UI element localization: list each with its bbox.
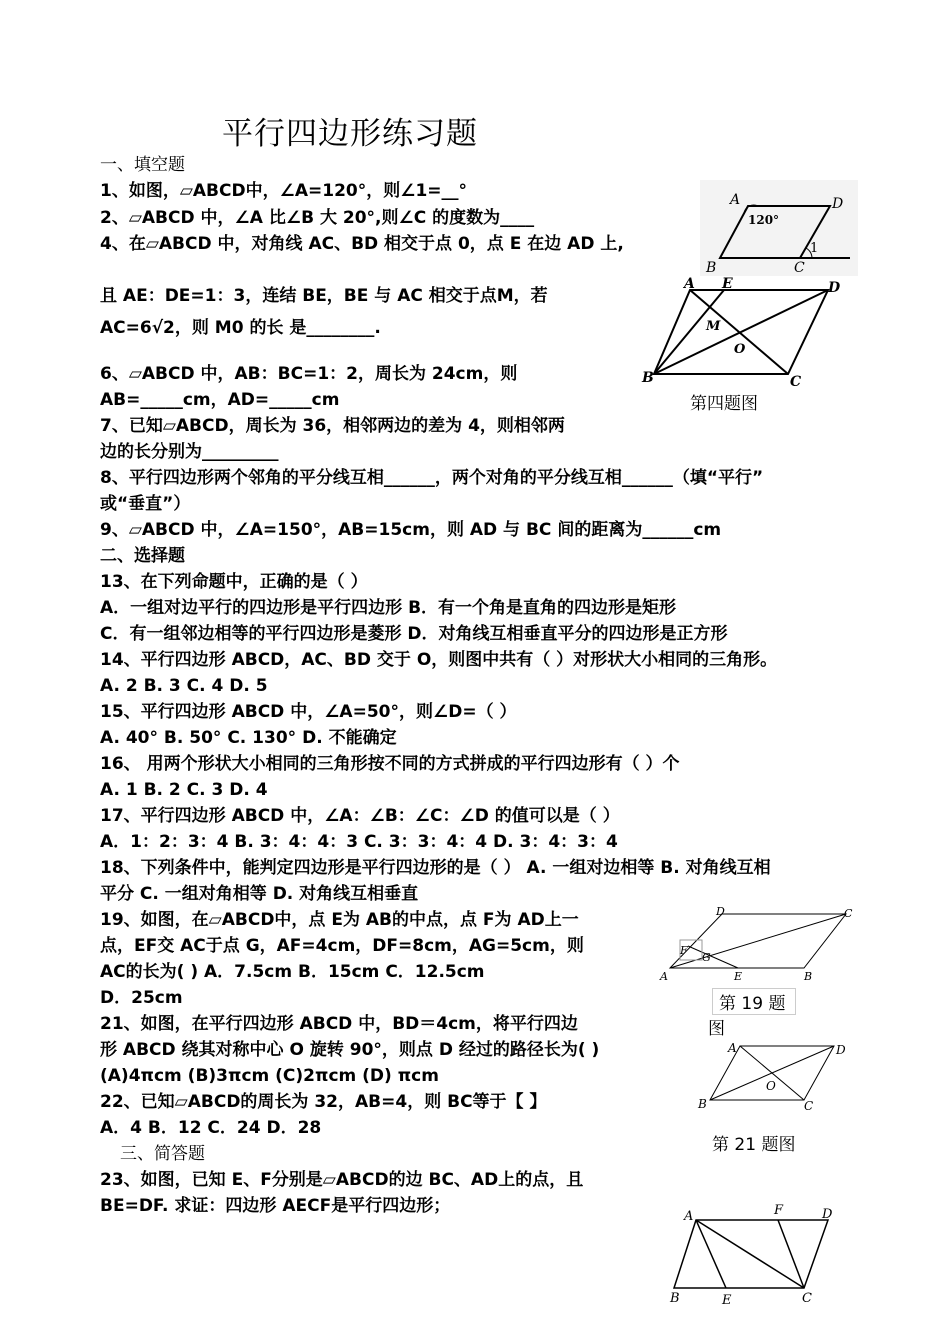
- figure-q4-parallelogram: [640, 276, 850, 390]
- figure-q19-caption: 第 19 题: [712, 988, 796, 1015]
- question-13: 13、在下列命题中，正确的是（ ）: [100, 572, 368, 592]
- figure-q23-label-a: A: [684, 1209, 694, 1224]
- section-choice: 二、选择题: [100, 546, 185, 566]
- figure-q23-label-d: D: [822, 1207, 833, 1222]
- figure-q4-label-a: A: [684, 276, 695, 292]
- figure-q23-label-c: C: [802, 1291, 812, 1306]
- question-19-line-3: AC的长为( ) A．7.5cm B．15cm C．12.5cm: [100, 962, 485, 982]
- question-21-line-1: 21、如图，在平行四边形 ABCD 中，BD＝4cm，将平行四边: [100, 1014, 578, 1034]
- figure-q21-label-o: O: [766, 1079, 776, 1093]
- figure-q1-label-d: D: [832, 196, 844, 212]
- question-19-line-2: 点，EF交 AC于点 G，AF=4cm，DF=8cm，AG=5cm，则: [100, 936, 584, 956]
- question-18-line-1: 18、下列条件中，能判定四边形是平行四边形的是（ ） A. 一组对边相等 B. 对角线互相: [100, 858, 771, 878]
- question-16: 16、 用两个形状大小相同的三角形按不同的方式拼成的平行四边形有（ ）个: [100, 754, 680, 774]
- question-19-line-1: 19、如图，在▱ABCD中，点 E为 AB的中点，点 F为 AD上一: [100, 910, 579, 930]
- question-15: 15、平行四边形 ABCD 中，∠A=50°，则∠D=（ ）: [100, 702, 517, 722]
- question-4-line-1: 4、在▱ABCD 中，对角线 AC、BD 相交于点 0，点 E 在边 AD 上,: [100, 234, 624, 254]
- figure-q19-label-b: B: [804, 970, 813, 983]
- figure-q4-label-e: E: [722, 276, 733, 292]
- figure-q4-label-d: D: [828, 280, 841, 296]
- figure-q1-background: [700, 180, 858, 276]
- question-16-options: A. 1 B. 2 C. 3 D. 4: [100, 780, 268, 800]
- figure-q1-angle-value: 120°: [748, 213, 780, 227]
- question-14-options: A. 2 B. 3 C. 4 D. 5: [100, 676, 268, 696]
- figure-q23-label-f: F: [774, 1203, 784, 1218]
- figure-q4-label-o: O: [734, 342, 746, 357]
- question-18-line-2: 平分 C. 一组对角相等 D. 对角线互相垂直: [100, 884, 419, 904]
- question-9: 9、▱ABCD 中，∠A=150°，AB=15cm，则 AD 与 BC 间的距离为______cm: [100, 520, 722, 540]
- question-17-options: A．1：2：3：4 B. 3：4：4：3 C. 3：3：4：4 D. 3：4：3：4: [100, 832, 618, 852]
- figure-q4-caption: 第四题图: [690, 394, 758, 414]
- figure-q21-caption: 第 21 题图: [712, 1135, 796, 1155]
- figure-q21-label-b: B: [698, 1097, 707, 1111]
- figure-q1-label-b: B: [706, 260, 717, 276]
- figure-q19-parallelogram: [660, 906, 860, 982]
- figure-q4-diagonal-bd: [654, 290, 828, 374]
- section-fill-in: 一、填空题: [100, 155, 185, 175]
- figure-q19-label-e: E: [734, 970, 743, 983]
- question-13-options-cd: C．有一组邻边相等的平行四边形是菱形 D．对角线互相垂直平分的四边形是正方形: [100, 624, 728, 644]
- figure-q4-label-m: M: [706, 319, 721, 334]
- figure-q23-label-e: E: [722, 1293, 732, 1308]
- question-14: 14、平行四边形 ABCD，AC、BD 交于 O，则图中共有（ ）对形状大小相同的三角形。: [100, 650, 778, 670]
- question-23-line-1: 23、如图，已知 E、F分别是▱ABCD的边 BC、AD上的点，且: [100, 1170, 584, 1190]
- question-13-options-ab: A．一组对边平行的四边形是平行四边形 B．有一个角是直角的四边形是矩形: [100, 598, 677, 618]
- question-7-line-1: 7、已知▱ABCD，周长为 36，相邻两边的差为 4，则相邻两: [100, 416, 565, 436]
- figure-q4-label-c: C: [790, 374, 802, 390]
- figure-q21-label-c: C: [804, 1099, 814, 1113]
- question-17: 17、平行四边形 ABCD 中，∠A：∠B：∠C：∠D 的值可以是（ ）: [100, 806, 620, 826]
- figure-q21-parallelogram: [694, 1038, 854, 1116]
- question-7-line-2: 边的长分别为_________: [100, 442, 279, 462]
- figure-q1-angle1-label: 1: [810, 241, 819, 256]
- figure-q23-segment-cf: [778, 1220, 804, 1288]
- figure-q1-parallelogram: [700, 180, 858, 276]
- figure-q21-label-a: A: [728, 1041, 737, 1055]
- figure-q19-label-g: G: [702, 951, 711, 964]
- question-4-line-2: 且 AE：DE=1：3，连结 BE，BE 与 AC 相交于点M，若: [100, 286, 548, 306]
- question-6-line-1: 6、▱ABCD 中，AB：BC=1：2，周长为 24cm，则: [100, 364, 518, 384]
- question-22: 22、已知▱ABCD的周长为 32，AB=4，则 BC等于【 】: [100, 1092, 547, 1112]
- figure-q23-parallelogram: [668, 1200, 846, 1306]
- figure-q21-label-d: D: [836, 1043, 846, 1057]
- question-19-line-4: D．25cm: [100, 988, 183, 1008]
- figure-q19-label-a: A: [660, 970, 668, 983]
- question-4-line-3: AC=6√2，则 M0 的长 是________.: [100, 318, 381, 338]
- question-1: 1、如图，▱ABCD中，∠A=120°，则∠1=__°: [100, 181, 468, 201]
- question-23-line-2: BE=DF. 求证：四边形 AECF是平行四边形；: [100, 1196, 451, 1216]
- question-21-options: (A)4πcm (B)3πcm (C)2πcm (D) πcm: [100, 1066, 439, 1086]
- figure-q4-label-b: B: [642, 370, 654, 386]
- figure-q19-caption-cont: 图: [708, 1019, 725, 1039]
- section-short-answer: 三、简答题: [120, 1144, 205, 1164]
- question-21-line-2: 形 ABCD 绕其对称中心 O 旋转 90°，则点 D 经过的路径长为( ): [100, 1040, 600, 1060]
- question-22-options: A．4 B．12 C．24 D．28: [100, 1118, 322, 1138]
- question-15-options: A. 40° B. 50° C. 130° D. 不能确定: [100, 728, 397, 748]
- question-8-line-2: 或“垂直”）: [100, 494, 191, 514]
- figure-q23-diagonal-ac: [696, 1220, 804, 1288]
- figure-q23-label-b: B: [670, 1291, 680, 1306]
- figure-q1-label-c: C: [794, 260, 805, 276]
- figure-q19-label-d: D: [716, 905, 725, 918]
- question-8-line-1: 8、平行四边形两个邻角的平分线互相______，两个对角的平分线互相______（填“平行”: [100, 468, 764, 488]
- question-6-line-2: AB=_____cm，AD=_____cm: [100, 390, 340, 410]
- page-title: 平行四边形练习题: [222, 116, 478, 152]
- figure-q1-label-a: A: [730, 192, 741, 208]
- question-2: 2、▱ABCD 中，∠A 比∠B 大 20°,则∠C 的度数为____: [100, 208, 535, 228]
- figure-q19-label-f: F: [680, 944, 688, 957]
- figure-q19-label-c: C: [844, 907, 853, 920]
